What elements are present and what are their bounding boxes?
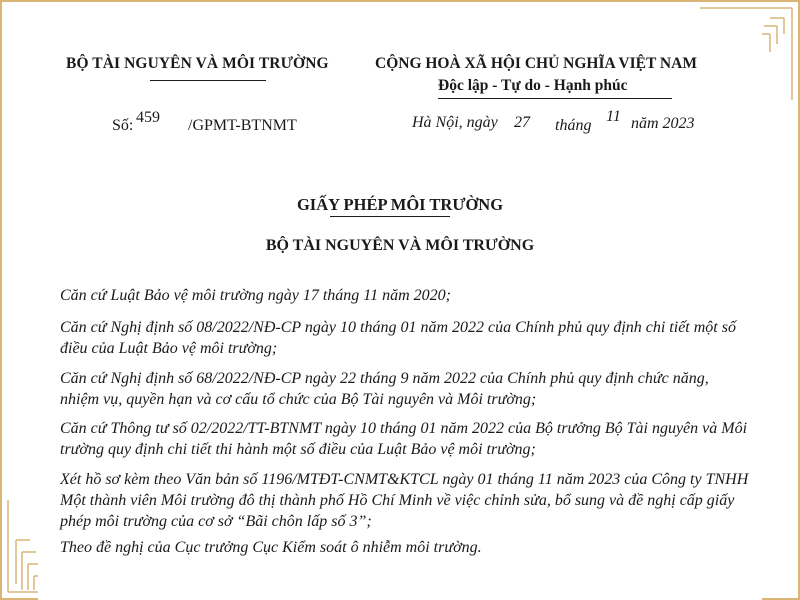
- national-motto: Độc lập - Tự do - Hạnh phúc: [438, 77, 628, 94]
- legal-basis-paragraph: Căn cứ Thông tư số 02/2022/TT-BTNMT ngày 10 tháng 01 năm 2022 của Bộ trưởng Bộ Tài nguyên và Môi trường quy định chi tiết thi hành một số điều của Luật Bảo vệ môi trường;: [60, 420, 748, 458]
- legal-basis-paragraph: Căn cứ Nghị định số 08/2022/NĐ-CP ngày 10 tháng 01 năm 2022 của Chính phủ quy định chi tiết một số điều của Luật Bảo vệ môi trường;: [60, 319, 736, 357]
- legal-basis-paragraph: Căn cứ Nghị định số 68/2022/NĐ-CP ngày 22 tháng 9 năm 2022 của Chính phủ quy định chức năng, nhiệm vụ, quyền hạn và cơ cấu tổ chức của Bộ Tài nguyên và Môi trường;: [60, 370, 709, 408]
- legal-basis-paragraph: Theo đề nghị của Cục trưởng Cục Kiểm soát ô nhiễm môi trường.: [60, 539, 482, 556]
- ministry-underline: [150, 80, 266, 81]
- month-label: tháng: [555, 117, 592, 134]
- document-number-label: Số:: [112, 117, 134, 134]
- issue-year: năm 2023: [631, 115, 695, 132]
- issuing-authority: BỘ TÀI NGUYÊN VÀ MÔI TRƯỜNG: [265, 237, 535, 254]
- legal-basis-paragraph: Căn cứ Luật Bảo vệ môi trường ngày 17 tháng 11 năm 2020;: [60, 287, 451, 304]
- issue-month: 11: [606, 108, 621, 125]
- document-number-suffix: /GPMT-BTNMT: [188, 117, 297, 134]
- document-title: GIẤY PHÉP MÔI TRƯỜNG: [296, 195, 504, 214]
- issue-day: 27: [514, 114, 530, 131]
- motto-underline: [438, 98, 672, 99]
- place-date-prefix: Hà Nội, ngày: [412, 114, 498, 131]
- document-number: 459: [136, 109, 160, 126]
- country-header: CỘNG HOÀ XÃ HỘI CHỦ NGHĨA VIỆT NAM: [375, 55, 697, 72]
- legal-basis-paragraph: Xét hồ sơ kèm theo Văn bản số 1196/MTĐT-CNMT&KTCL ngày 01 tháng 11 năm 2023 của Công ty TNHH Một thành viên Môi trường đô thị thành phố Hồ Chí Minh về việc chỉnh sửa, bổ sung và đề nghị cấp giấy phép môi trường của cơ sở “Bãi chôn lấp số 3”;: [60, 471, 749, 530]
- title-underline: [330, 216, 450, 217]
- ministry-header: BỘ TÀI NGUYÊN VÀ MÔI TRƯỜNG: [66, 55, 329, 72]
